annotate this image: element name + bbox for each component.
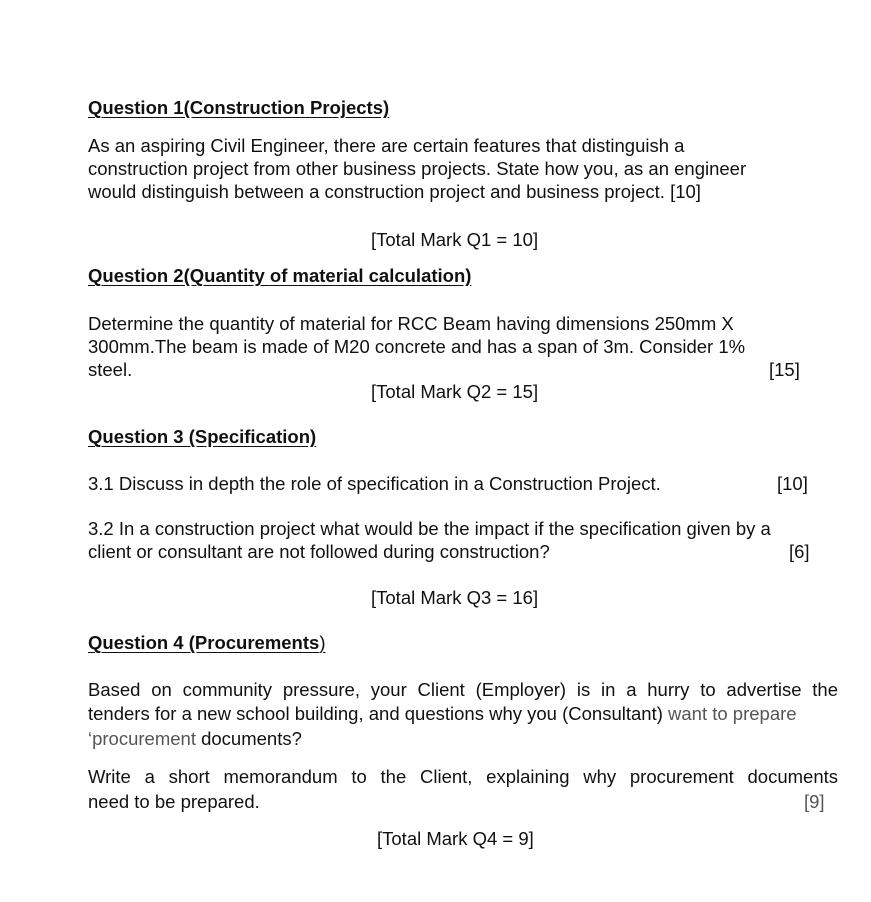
q1-line: would distinguish between a construction project and business project. [10] [88,181,701,202]
q1-line: construction project from other business projects. State how you, as an engineer [88,158,747,179]
q4-para1-line3-a: ‘procurement [88,728,202,749]
q3-item2-mark: [6] [789,541,810,562]
q3-item2-line2: client or consultant are not followed during construction? [88,541,550,562]
q4-para1-line3 [88,727,302,750]
q4-mark: [9] [804,791,825,812]
q2-heading: Question 2(Quantity of material calculation) [88,265,472,286]
q4-para1-line2-a: tenders for a new school building, and questions why you (Consultant) [88,703,669,724]
q4-heading-close: ) [319,632,326,653]
q3-item1-text: 3.1 Discuss in depth the role of specification in a Construction Project. [88,473,661,494]
q4-para1-line2-b: want to prepare [668,703,797,724]
q3-total: [Total Mark Q3 = 16] [371,587,539,608]
q4-para1-line2 [88,702,797,725]
q1-heading: Question 1(Construction Projects) [88,97,390,118]
q3-heading: Question 3 (Specification) [88,426,317,447]
q4-para1-line3-b: documents? [201,728,302,749]
q3-item2-line1: 3.2 In a construction project what would be the impact if the specification given by a [88,518,771,539]
q4-para1-line1: Based on community pressure, your Client (Employer) is in a hurry to advertise the [88,679,838,700]
q4-para2-line1: Write a short memorandum to the Client, explaining why procurement documents [88,766,838,787]
q4-heading-text: Question 4 (Procurements [88,632,320,653]
q1-line: As an aspiring Civil Engineer, there are certain features that distinguish a [88,135,685,156]
q1-total: [Total Mark Q1 = 10] [371,229,539,250]
q4-heading [88,632,325,654]
q4-para2-line2: need to be prepared. [88,791,260,812]
q2-body [88,312,745,381]
q2-line: steel. [88,359,133,380]
q2-mark: [15] [769,359,800,380]
q4-total: [Total Mark Q4 = 9] [377,828,534,849]
q1-body [88,134,746,203]
q3-item1-mark: [10] [777,473,808,494]
q2-line: Determine the quantity of material for RCC Beam having dimensions 250mm X [88,313,734,334]
q2-total: [Total Mark Q2 = 15] [371,381,539,402]
q2-line: 300mm.The beam is made of M20 concrete and has a span of 3m. Consider 1% [88,336,746,357]
